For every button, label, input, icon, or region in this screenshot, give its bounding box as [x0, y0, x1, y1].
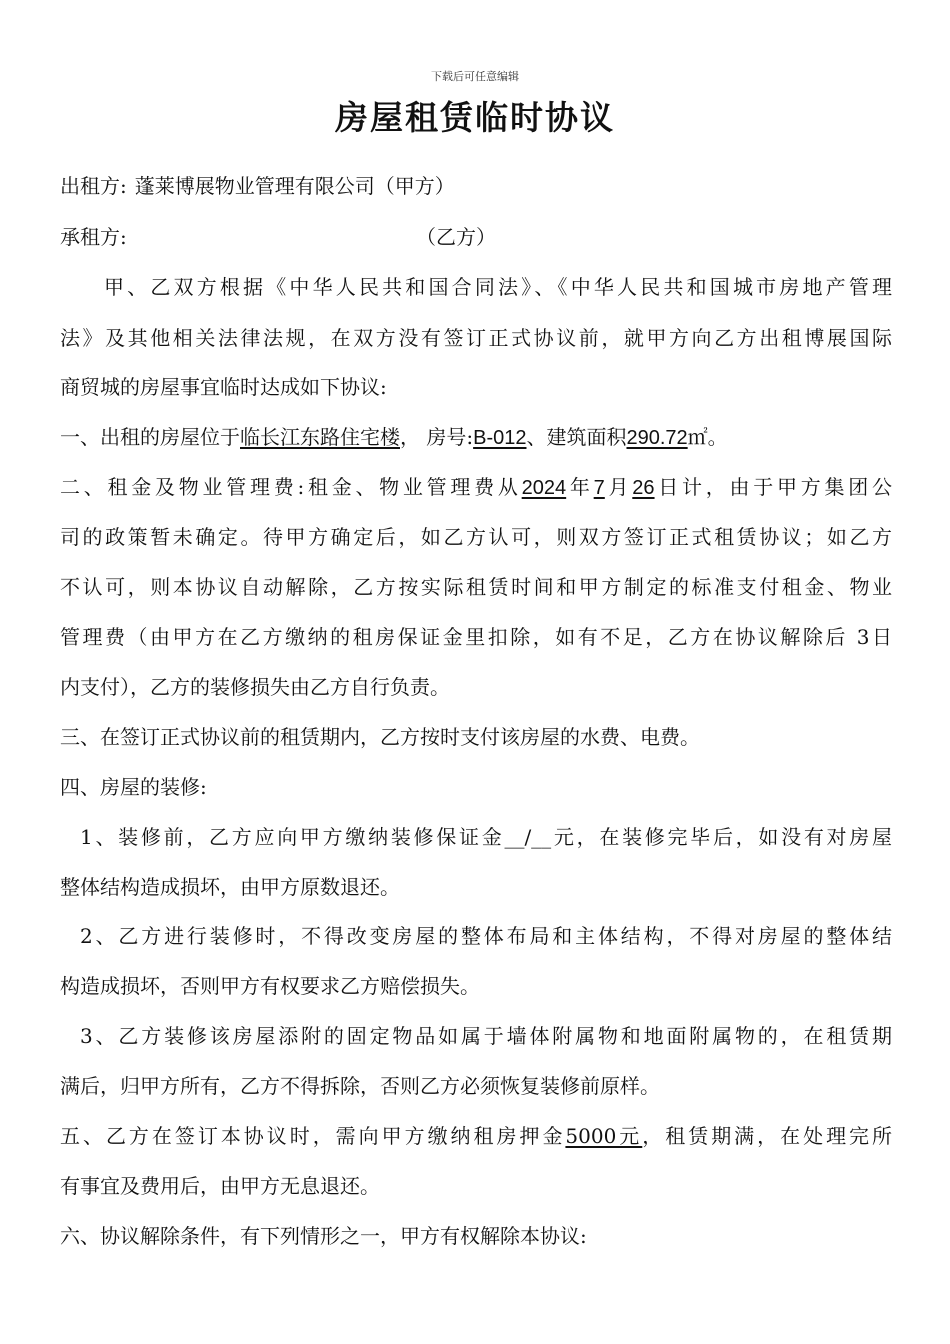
- clause-4-item-1-line-1: [80, 824, 892, 850]
- intro-line-2: 法》及其他相关法律法规，在双方没有签订正式协议前，就甲方向乙方出租博展国际: [60, 326, 892, 350]
- clause-4-item-1-line-2: 整体结构造成损坏，由甲方原数退还。: [60, 875, 400, 899]
- clause2-month-unit: 月: [604, 475, 633, 499]
- clause1-suffix: ㎡。: [687, 425, 728, 449]
- clause4-item1-prefix: 1、装修前，乙方应向甲方缴纳装修保证金: [80, 825, 505, 849]
- clause-4-item-2-line-2: 构造成损坏，否则甲方有权要求乙方赔偿损失。: [60, 974, 480, 998]
- intro-line-1: 甲、乙双方根据《中华人民共和国合同法》、《中华人民共和国城市房地产管理: [104, 275, 892, 299]
- clause-2-line-2: 司的政策暂未确定。待甲方确定后，如乙方认可，则双方签订正式租赁协议；如乙方: [60, 525, 892, 549]
- lessor-label: 出租方:: [60, 174, 127, 198]
- lessor-role: （甲方）: [374, 174, 455, 198]
- clause2-day: 26: [632, 477, 655, 499]
- lessor-line: [60, 173, 892, 199]
- clause4-item1-suffix: 元，在装修完毕后，如没有对房屋: [551, 825, 893, 849]
- intro-line-3: 商贸城的房屋事宜临时达成如下协议:: [60, 375, 387, 399]
- clause-2-line-5: 内支付），乙方的装修损失由乙方自行负责。: [60, 675, 450, 699]
- clause-2-line-3: 不认可，则本协议自动解除，乙方按实际租赁时间和甲方制定的标准支付租金、物业: [60, 575, 892, 599]
- clause-5-line-2: 有事宜及费用后，由甲方无息退还。: [60, 1174, 380, 1198]
- clause1-location: 临长江东路住宅楼: [240, 425, 400, 449]
- clause2-year-unit: 年: [566, 475, 594, 499]
- clause1-room-no: B-012: [473, 427, 527, 449]
- clause2-suffix: 日计，由于甲方集团公: [654, 475, 893, 499]
- clause2-year: 2024: [521, 477, 567, 499]
- clause-4-item-3-line-1: 3、乙方装修该房屋添附的固定物品如属于墙体附属物和地面附属物的，在租赁期: [80, 1024, 892, 1048]
- clause1-area: 290.72: [626, 427, 688, 449]
- lessee-role: （乙方）: [416, 225, 496, 249]
- lessor-name: 蓬莱博展物业管理有限公司: [134, 174, 375, 198]
- document-title: 房屋租赁临时协议: [335, 98, 615, 137]
- clause5-suffix: ，租赁期满，在处理完所: [642, 1124, 893, 1148]
- clause1-mid2: 、建筑面积: [526, 425, 627, 449]
- lessee-label: 承租方:: [60, 225, 127, 249]
- clause-5-line-1: [60, 1123, 892, 1149]
- clause-3: 三、在签订正式协议前的租赁期内，乙方按时支付该房屋的水费、电费。: [60, 725, 700, 749]
- clause-1: [60, 424, 892, 451]
- clause-4-heading: 四、房屋的装修:: [60, 775, 207, 799]
- clause2-month: 7: [593, 477, 605, 499]
- clause-4-item-3-line-2: 满后，归甲方所有，乙方不得拆除，否则乙方必须恢复装修前原样。: [60, 1074, 660, 1098]
- clause2-prefix: 二、租金及物业管理费:租金、物业管理费从: [60, 475, 522, 499]
- clause-2-line-1: [60, 474, 892, 501]
- clause-6: 六、协议解除条件，有下列情形之一，甲方有权解除本协议:: [60, 1224, 587, 1248]
- clause-4-item-2-line-1: 2、乙方进行装修时，不得改变房屋的整体布局和主体结构，不得对房屋的整体结: [80, 924, 892, 948]
- clause5-deposit: 5000元: [565, 1124, 643, 1148]
- clause4-item1-blank: __/__: [504, 825, 552, 849]
- clause1-prefix: 一、出租的房屋位于: [60, 425, 240, 449]
- clause1-mid1: ， 房号:: [400, 425, 474, 449]
- clause5-prefix: 五、乙方在签订本协议时，需向甲方缴纳租房押金: [60, 1124, 566, 1148]
- clause-2-line-4: 管理费（由甲方在乙方缴纳的租房保证金里扣除，如有不足，乙方在协议解除后 3日: [60, 625, 892, 649]
- header-note: 下载后可任意编辑: [431, 70, 519, 83]
- lessee-line: [60, 224, 892, 250]
